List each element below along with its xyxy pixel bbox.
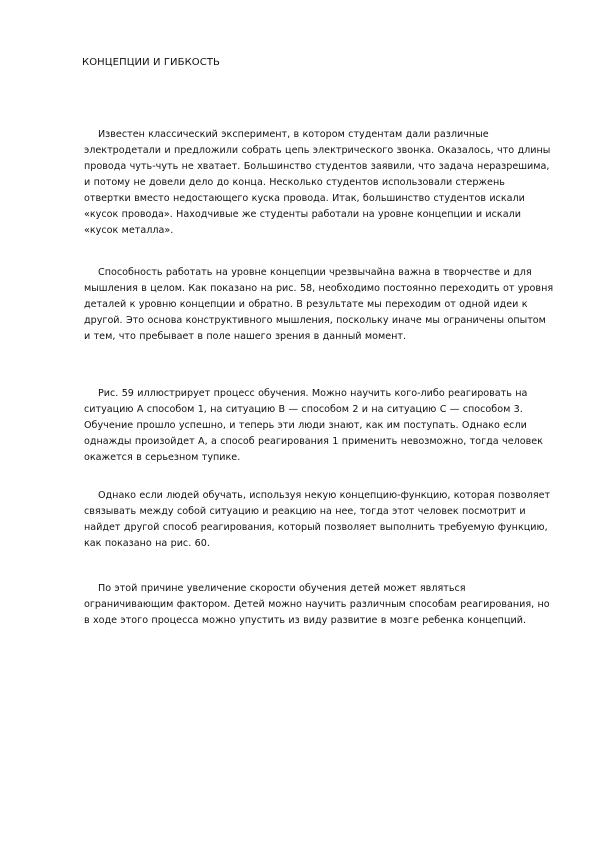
- paragraph-2: Способность работать на уровне концепции чрезвычайна важна в творчестве и для мышления в целом. Как показано на рис. 58, необходимо постоянно переходить от уровня деталей к уровню концепции и обратно. В результате мы переходим от одной идеи к другой. Это основа конструктивного мышления, поскольку иначе мы ограничены опытом и тем, что пребывает в поле нашего зрения в данный момент.: [84, 267, 554, 342]
- document-title: КОНЦЕПЦИИ И ГИБКОСТЬ: [82, 57, 221, 68]
- paragraph-1: Известен классический эксперимент, в котором студентам дали различные электродетали и предложили собрать цепь электрического звонка. Оказалось, что длины провода чуть-чуть не хватает. Большинство студентов заявили, что задача неразрешима, и потому не довели дело до конца. Несколько студентов использовали стержень отвертки вместо недостающего куска провода. Итак, большинство студентов искали «кусок провода». Находчивые же студенты работали на уровне концепции и искали «кусок металла».: [84, 129, 551, 236]
- paragraph-3: Рис. 59 иллюстрирует процесс обучения. Можно научить кого-либо реагировать на ситуацию А способом 1, на ситуацию В — способом 2 и на ситуацию С — способом 3. Обучение прошло успешно, и теперь эти люди знают, как им поступать. Однако если однажды произойдет А, а способ реагирования 1 применить невозможно, тогда человек окажется в серьезном тупике.: [84, 388, 543, 463]
- paragraph-4: Однако если людей обучать, используя некую концепцию-функцию, которая позволяет связывать между собой ситуацию и реакцию на нее, тогда этот человек посмотрит и найдет другой способ реагирования, который позволяет выполнить требуемую функцию, как показано на рис. 60.: [84, 490, 551, 549]
- paragraph-5: По этой причине увеличение скорости обучения детей может являться ограничивающим фактором. Детей можно научить различным способам реагирования, но в ходе этого процесса можно упустить из виду развитие в мозге ребенка концепций.: [84, 583, 550, 626]
